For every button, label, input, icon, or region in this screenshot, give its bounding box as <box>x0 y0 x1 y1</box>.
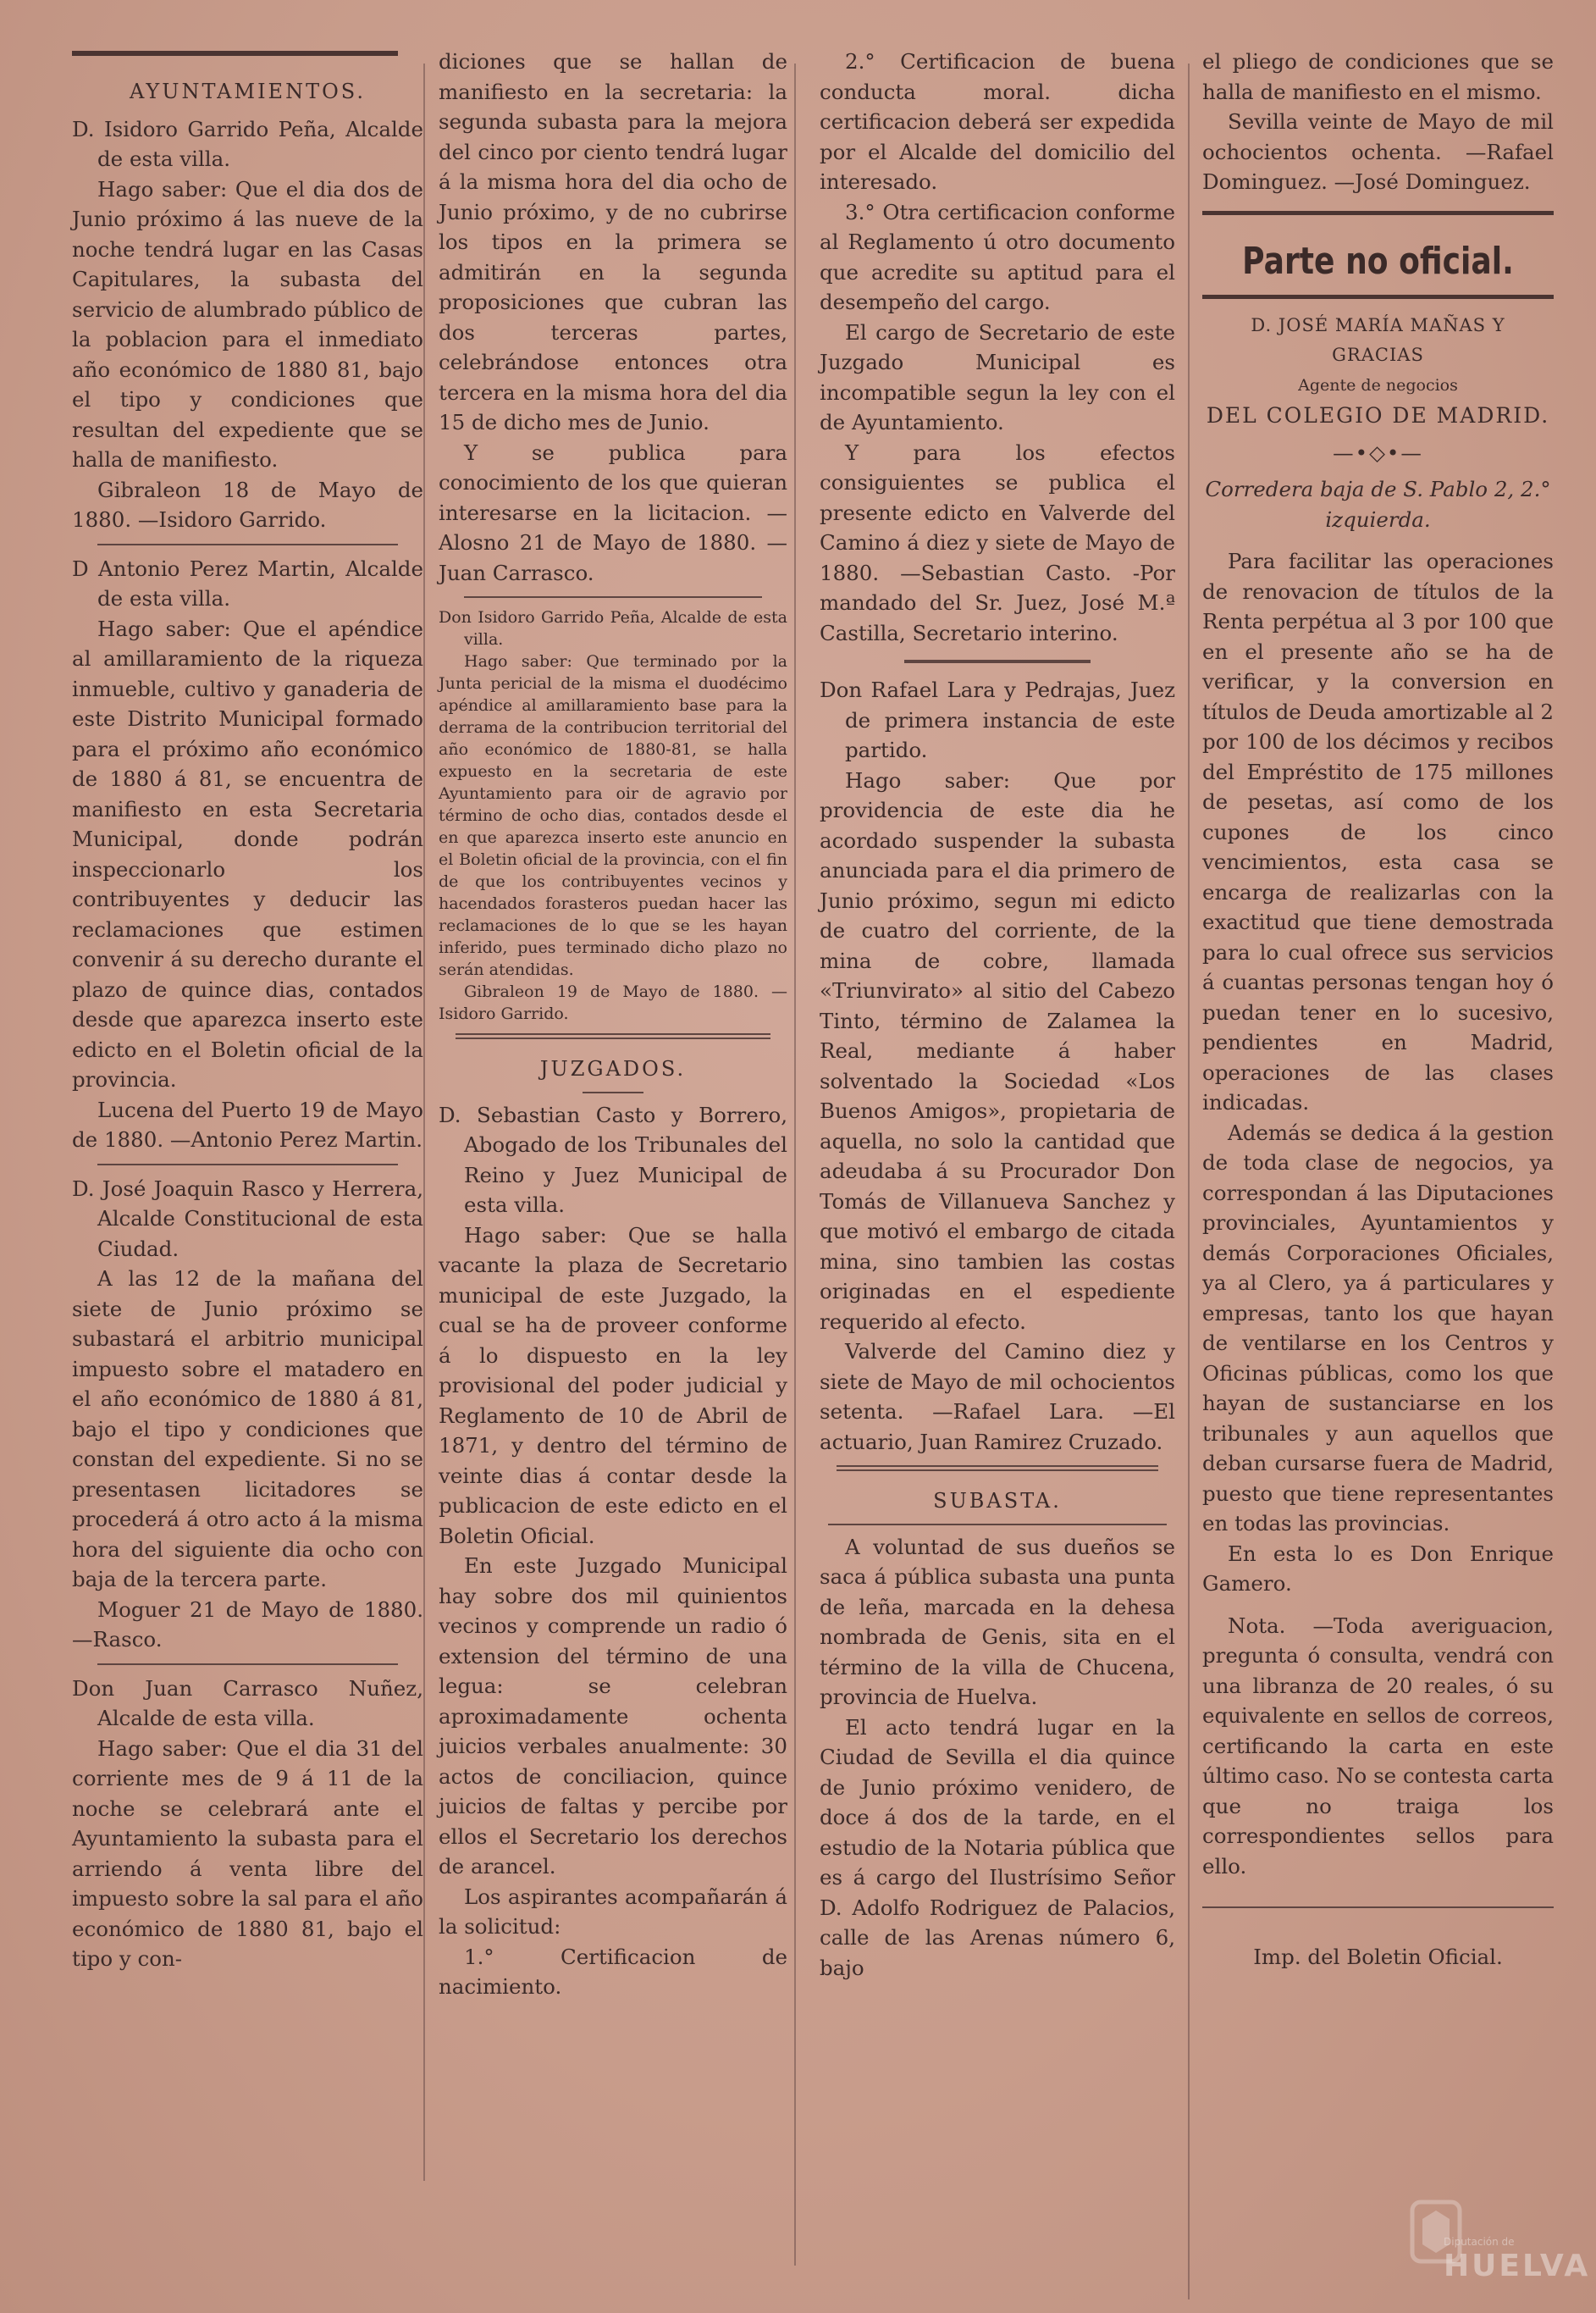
edict-body: Hago saber: Que el dia 31 del corriente mes de 9 á 11 de la noche se celebrará ante el Ayuntamiento la subasta para el arriendo á venta libre del impuesto sobre la sal para el año económico de 1880 81, bajo el tipo y con- <box>72 1735 423 1971</box>
agent-name: D. JOSÉ MARÍA MAÑAS Y GRACIAS <box>1251 314 1505 365</box>
ornament: —•◇•— <box>1333 440 1423 465</box>
advert-body: Además se dedica á la gestion de toda clase de negocios, ya correspondan á las Diputaciones provinciales, Ayuntamientos y demás Corporaciones Oficiales, ya al Clero, ya á particulares y empresas, tanto los que hayan de ventilarse en los Centros y Oficinas públicas, como los que hayan de sustanciarse en los tribunales y aun aquellos que deban cursarse fuera de Madrid, puesto que tiene representantes en todas las provincias. <box>1202 1120 1554 1536</box>
column-4 <box>1202 47 1554 1973</box>
requirement-item: 3.° Otra certificacion conforme al Reglamento ú otro documento que acredite su aptitud para el desempeño del cargo. <box>820 199 1175 314</box>
auction-body-continued: el pliego de condiciones que se halla de manifiesto en el mismo. <box>1202 49 1554 104</box>
edict-body: Hago saber: Que terminado por la Junta pericial de la misma el duodécimo apéndice al amillaramiento base para la derrama de la contribucion territorial del año económico de 1880-81, se halla expuesto en la secretaria de este Ayuntamiento para oir de agravio por término de ocho dias, contados desde el en que aparezca inserto este anuncio en el Boletin oficial de la provincia, con el fin de que los contribuyentes vecinos y hacendados forasteros puedan hacer las reclamaciones de lo que se les hayan inferido, pues terminado dicho plazo no serán atendidas. <box>439 652 787 979</box>
auction-signature: Sevilla veinte de Mayo de mil ochocientos ochenta. —Rafael Dominguez. —José Dominguez. <box>1202 109 1554 194</box>
column-2 <box>439 47 787 2002</box>
column-divider <box>1188 64 1190 2299</box>
edict-heading: Don Juan Carrasco Nuñez, Alcalde de esta villa. <box>72 1675 423 1730</box>
requirement-item: 1.° Certificacion de nacimiento. <box>439 1944 787 1999</box>
edict-body: A las 12 de la mañana del siete de Junio próximo se subastará el arbitrio municipal impuesto sobre el matadero en el año económico de 1880 á 81, bajo el tipo y condiciones que constan del expediente. Si no se presentasen licitadores se procederá á otro acto á la misma hora del siguiente dia ocho con baja de la tercera parte. <box>72 1266 423 1591</box>
divider <box>904 660 1091 663</box>
agent-college: DEL COLEGIO DE MADRID. <box>1206 403 1550 428</box>
divider <box>828 1524 1167 1525</box>
short-rule <box>583 1092 643 1093</box>
edict-body: Y se publica para conocimiento de los que quieran interesarse en la licitacion. —Alosno 21 de Mayo de 1880. —Juan Carrasco. <box>439 440 787 585</box>
section-title-juzgados: JUZGADOS. <box>539 1057 687 1081</box>
section-title-ayuntamientos: AYUNTAMIENTOS. <box>130 80 366 103</box>
column-divider <box>794 64 796 2266</box>
advert-body: En esta lo es Don Enrique Gamero. <box>1202 1541 1554 1596</box>
edict-body-continued: diciones que se hallan de manifiesto en la secretaria: la segunda subasta para la mejora del cinco por ciento tendrá lugar á la misma hora del dia ocho de Junio próximo, y de no cubrirse los tipos en la primera se admitirán en la segunda proposiciones que cubran las dos terceras partes, celebrándose entonces otra tercera en la misma hora del dia 15 de dicho mes de Junio. <box>439 49 787 434</box>
edict-body: En este Juzgado Municipal hay sobre dos mil quinientos vecinos y comprende un radio ó extension del término de una legua: se celebran aproximadamente ochenta juicios verbales anualmente: 30 actos de conciliacion, quince juicios de faltas y percibe por ellos el Secretario los derechos de arancel. <box>439 1553 787 1879</box>
watermark-name: HUELVA <box>1444 2249 1591 2283</box>
section-title-parte-no-oficial: Parte no oficial. <box>1242 239 1514 283</box>
double-rule <box>837 1465 1158 1471</box>
divider <box>464 596 762 598</box>
column-1 <box>72 47 423 1974</box>
edict-signature: Gibraleon 18 de Mayo de 1880. —Isidoro Garrido. <box>72 477 423 532</box>
double-rule <box>456 1033 770 1039</box>
edict-heading: Don Isidoro Garrido Peña, Alcalde de esta villa. <box>439 608 787 649</box>
requirement-item: 2.° Certificacion de buena conducta moral. dicha certificacion deberá ser expedida por el Alcalde del domicilio del interesado. <box>820 49 1175 194</box>
advert-note: Nota. —Toda averiguacion, pregunta ó consulta, vendrá con una libranza de 20 reales, ó su equivalente en sellos de correos, certificando la carta en este último caso. No se contesta carta que no traiga los correspondientes sellos para ello. <box>1202 1613 1554 1879</box>
edict-signature: Valverde del Camino diez y siete de Mayo de mil ochocientos setenta. —Rafael Lara. —El actuario, Juan Ramirez Cruzado. <box>820 1339 1175 1454</box>
edict-body: Y para los efectos consiguientes se publica el presente edicto en Valverde del Camino á diez y siete de Mayo de 1880. —Sebastian Casto. -Por mandado del Sr. Juez, José M.ª Castilla, Secretario interino. <box>820 440 1175 645</box>
column-3 <box>820 47 1175 1983</box>
auction-body: El acto tendrá lugar en la Ciudad de Sevilla el dia quince de Junio próximo venidero, de doce á dos de la tarde, en el estudio de la Notaria pública que es á cargo del Ilustrísimo Señor D. Adolfo Rodriguez de Palacios, calle de las Arenas número 6, bajo <box>820 1714 1175 1980</box>
section-title-subasta: SUBASTA. <box>933 1489 1062 1513</box>
edict-heading: Don Rafael Lara y Pedrajas, Juez de primera instancia de este partido. <box>820 678 1175 762</box>
edict-signature: Moguer 21 de Mayo de 1880. —Rasco. <box>72 1596 423 1652</box>
edict-heading: D Antonio Perez Martin, Alcalde de esta villa. <box>72 556 423 611</box>
divider <box>97 544 398 545</box>
edict-heading: D. Sebastian Casto y Borrero, Abogado de los Tribunales del Reino y Juez Municipal de esta villa. <box>439 1102 787 1217</box>
edict-body: Hago saber: Que se halla vacante la plaza de Secretario municipal de este Juzgado, la cual se ha de proveer conforme á lo dispuesto en la ley provisional del poder judicial y Reglamento de 10 de Abril de 1871, y dentro del término de veinte dias á contar desde la publicacion de este edicto en el Boletin Oficial. <box>439 1222 787 1548</box>
edict-body: Hago saber: Que el apéndice al amillaramiento de la riqueza inmueble, cultivo y ganaderia de este Distrito Municipal formado para el próximo año económico de 1880 á 81, se encuentra de manifiesto en esta Secretaria Municipal, donde podrán inspeccionarlo los contribuyentes y deducir las reclamaciones que estimen convenir á su derecho durante el plazo de quince dias, contados desde que aparezca inserto este edicto en el Boletin oficial de la provincia. <box>72 616 423 1092</box>
edict-body: Hago saber: Que por providencia de este dia he acordado suspender la subasta anunciada para el dia primero de Junio próximo, segun mi edicto de cuatro del corriente, de la mina de cobre, llamada «Triunvirato» al sitio del Cabezo Tinto, término de Zalamea la Real, mediante á haber solventado la Sociedad «Los Buenos Amigos», propietaria de aquella, no solo la cantidad que adeudaba á su Procurador Don Tomás de Villanueva Sanchez y que motivó el embargo de citada mina, sino tambien las costas originadas en el espediente requerido al efecto. <box>820 767 1175 1334</box>
agent-role: Agente de negocios <box>1298 375 1458 395</box>
edict-signature: Lucena del Puerto 19 de Mayo de 1880. —Antonio Perez Martin. <box>72 1097 423 1152</box>
divider <box>1202 1906 1554 1908</box>
divider <box>97 1663 398 1665</box>
column-divider <box>423 64 425 2181</box>
agent-address: Corredera baja de S. Pablo 2, 2.° izquierda. <box>1205 477 1551 532</box>
printer-imprint: Imp. del Boletin Oficial. <box>1253 1945 1503 1969</box>
edict-body: Hago saber: Que el dia dos de Junio próximo á las nueve de la noche tendrá lugar en las Casas Capitulares, la subasta del servicio de alumbrado público de la poblacion para el inmediato año económico de 1880 81, bajo el tipo y condiciones que resultan del expediente que se halla de manifiesto. <box>72 176 423 472</box>
auction-body: A voluntad de sus dueños se saca á pública subasta una punta de leña, marcada en la dehesa nombrada de Genis, sita en el término de la villa de Chucena, provincia de Huelva. <box>820 1534 1175 1709</box>
edict-body: El cargo de Secretario de este Juzgado Municipal es incompatible segun la ley con el de Ayuntamiento. <box>820 319 1175 434</box>
watermark-subtitle: Diputación de <box>1444 2236 1515 2248</box>
thick-rule <box>1202 295 1554 299</box>
edict-signature: Gibraleon 19 de Mayo de 1880. —Isidoro Garrido. <box>439 982 787 1023</box>
edict-heading: D. Isidoro Garrido Peña, Alcalde de esta villa. <box>72 116 423 171</box>
thick-rule <box>1202 211 1554 215</box>
divider <box>97 1164 398 1165</box>
edict-heading: D. José Joaquin Rasco y Herrera, Alcalde Constitucional de esta Ciudad. <box>72 1176 423 1261</box>
advert-body: Para facilitar las operaciones de renovacion de títulos de la Renta perpétua al 3 por 100 que en el presente año se ha de verificar, y la conversion en títulos de Deuda amortizable al 2 por 100 de los décimos y recibos del Empréstito de 175 millones de pesetas, así como de los cupones de los cinco vencimientos, esta casa se encarga de realizarlas con la exactitud que tiene demostrada para lo cual ofrece sus servicios á cuantas personas tengan hoy ó puedan tener en lo sucesivo, pendientes en Madrid, operaciones de las clases indicadas. <box>1202 549 1554 1115</box>
edict-body: Los aspirantes acompañarán á la solicitud: <box>439 1884 787 1939</box>
